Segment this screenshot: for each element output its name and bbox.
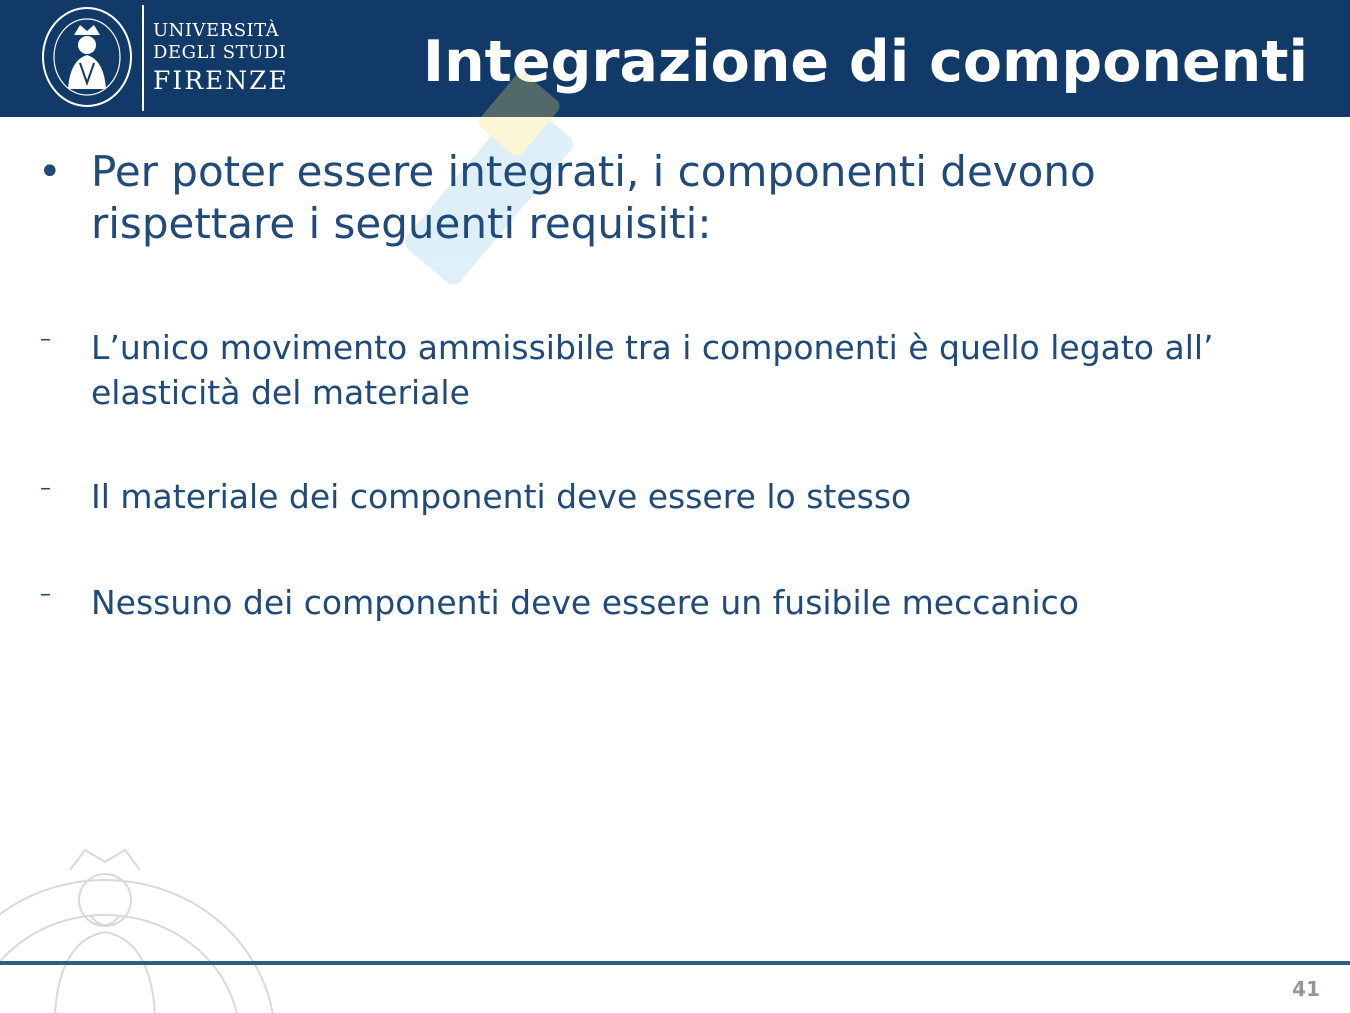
bullet-marker: •	[38, 149, 62, 195]
sub-bullet-marker: –	[40, 476, 51, 501]
logo-divider	[142, 5, 144, 111]
sub-bullet-text: Il materiale dei componenti deve essere lo stesso	[91, 477, 912, 516]
university-line-3: FIRENZE	[153, 66, 289, 95]
sub-bullet-marker: –	[40, 327, 51, 352]
footer-divider	[0, 961, 1350, 965]
university-seal-icon	[40, 5, 135, 109]
slide-title: Integrazione di componenti	[422, 29, 1308, 95]
sub-bullet-marker: –	[40, 582, 51, 607]
page-number: 41	[1292, 977, 1320, 1001]
sub-bullet-text: L’unico movimento ammissibile tra i componenti è quello legato all’ elasticità del materiale	[91, 328, 1214, 412]
sub-bullet-text: Nessuno dei componenti deve essere un fusibile meccanico	[91, 583, 1080, 622]
university-line-2: DEGLI STUDI	[153, 42, 287, 63]
main-bullet-text: Per poter essere integrati, i componenti devono rispettare i seguenti requisiti:	[91, 147, 1096, 248]
slide-header	[0, 0, 1350, 117]
university-wordmark	[153, 22, 289, 93]
university-line-1: UNIVERSITÀ	[153, 20, 280, 41]
university-seal-watermark-icon	[0, 840, 280, 1013]
